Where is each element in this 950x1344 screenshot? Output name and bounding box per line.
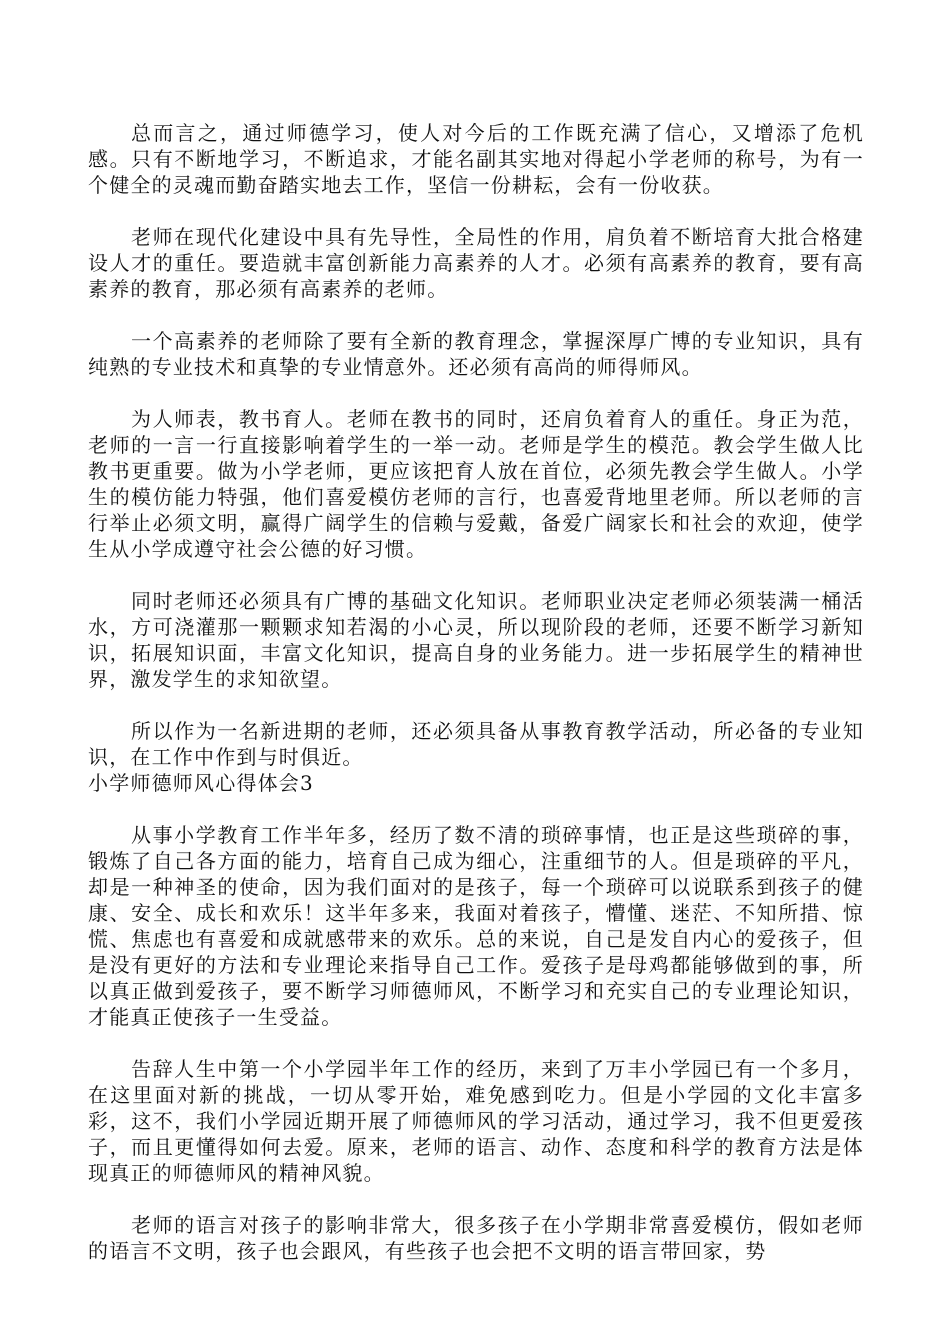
paragraph-8: 告辞人生中第一个小学园半年工作的经历，来到了万丰小学园已有一个多月，在这里面对新的挑战，一切从零开始，难免感到吃力。但是小学园的文化丰富多彩，这不，我们小学园近期开展了师德师风的学习活动，通过学习，我不但更爱孩子，而且更懂得如何去爱。原来，老师的语言、动作、态度和科学的教育方法是体现真正的师德师风的精神风貌。 — [88, 1057, 864, 1185]
paragraph-6: 所以作为一名新进期的老师，还必须具备从事教育教学活动，所必备的专业知识，在工作中作到与时俱近。 — [88, 719, 864, 769]
paragraph-2: 老师在现代化建设中具有先导性，全局性的作用，肩负着不断培育大批合格建设人才的重任。要造就丰富创新能力高素养的人才。必须有高素养的教育，要有高素养的教育，那必须有高素养的老师。 — [88, 225, 864, 301]
document-page — [88, 120, 864, 1264]
paragraph-1: 总而言之，通过师德学习，使人对今后的工作既充满了信心，又增添了危机感。只有不断地学习，不断追求，才能名副其实地对得起小学老师的称号，为有一个健全的灵魂而勤奋踏实地去工作，坚信一份耕耘，会有一份收获。 — [88, 121, 864, 197]
section-heading: 小学师德师风心得体会3 — [88, 771, 314, 795]
paragraph-7: 从事小学教育工作半年多，经历了数不清的琐碎事情，也正是这些琐碎的事，锻炼了自己各方面的能力，培育自己成为细心，注重细节的人。但是琐碎的平凡，却是一种神圣的使命，因为我们面对的是孩子，每一个琐碎可以说联系到孩子的健康、安全、成长和欢乐！这半年多来，我面对着孩子，懵懂、迷茫、不知所措、惊慌、焦虑也有喜爱和成就感带来的欢乐。总的来说，自己是发自内心的爱孩子，但是没有更好的方法和专业理论来指导自己工作。爱孩子是母鸡都能够做到的事，所以真正做到爱孩子，要不断学习师德师风，不断学习和充实自己的专业理论知识，才能真正使孩子一生受益。 — [88, 823, 864, 1029]
paragraph-9: 老师的语言对孩子的影响非常大，很多孩子在小学期非常喜爱模仿，假如老师的语言不文明，孩子也会跟风，有些孩子也会把不文明的语言带回家，势 — [88, 1213, 864, 1263]
paragraph-5: 同时老师还必须具有广博的基础文化知识。老师职业决定老师必须装满一桶活水，方可浇灌那一颗颗求知若渴的小心灵，所以现阶段的老师，还要不断学习新知识，拓展知识面，丰富文化知识，提高自身的业务能力。进一步拓展学生的精神世界，激发学生的求知欲望。 — [88, 589, 864, 691]
paragraph-3: 一个高素养的老师除了要有全新的教育理念，掌握深厚广博的专业知识，具有纯熟的专业技术和真挚的专业情意外。还必须有高尚的师得师风。 — [88, 329, 864, 379]
paragraph-4: 为人师表，教书育人。老师在教书的同时，还肩负着育人的重任。身正为范，老师的一言一行直接影响着学生的一举一动。老师是学生的模范。教会学生做人比教书更重要。做为小学老师，更应该把育人放在首位，必须先教会学生做人。小学生的模仿能力特强，他们喜爱模仿老师的言行，也喜爱背地里老师。所以老师的言行举止必须文明，赢得广阔学生的信赖与爱戴，备爱广阔家长和社会的欢迎，使学生从小学成遵守社会公德的好习惯。 — [88, 407, 864, 561]
